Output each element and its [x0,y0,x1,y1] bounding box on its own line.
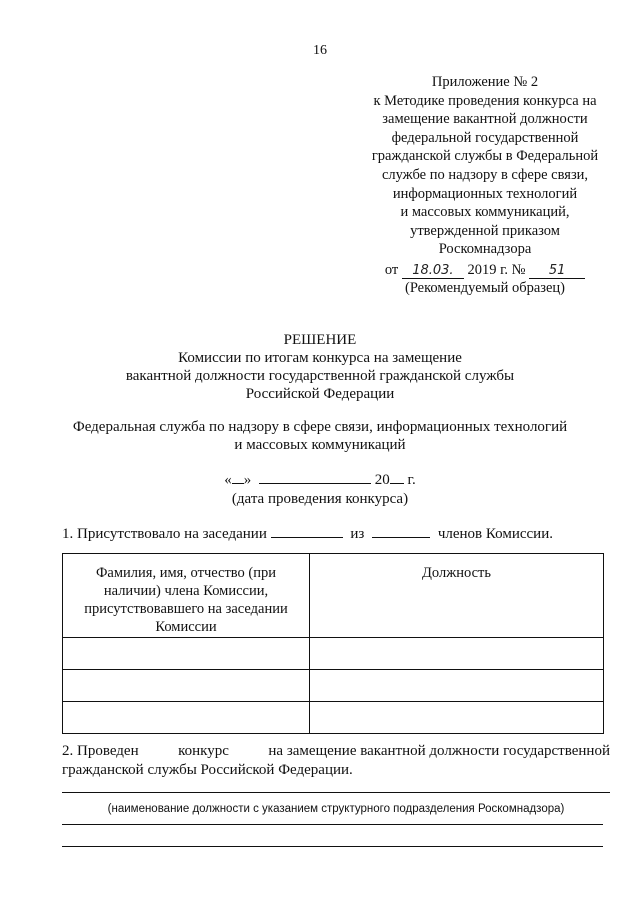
appendix-line: Роскомнадзора [438,241,532,258]
date-caption: (дата проведения конкурса) [231,491,409,507]
decision-subtitle-line: Российской Федерации [245,386,395,402]
item2-conducted [62,742,610,780]
decision-subtitle-line: Комиссии по итогам конкурса на замещение [178,350,462,366]
attendance-count-blank[interactable] [271,524,343,538]
order-number-handwritten: 51 [529,264,585,279]
appendix-line: и массовых коммуникаций, [400,204,570,221]
date-block [0,470,640,509]
appendix-line: к Методике проведения конкурса на [373,92,597,109]
appendix-line: Приложение № 2 [431,74,539,90]
agency-line: Федеральная служба по надзору в сфере связи, информационных технологий [72,419,568,435]
appendix-header [350,73,620,280]
open-quote: « [224,472,232,488]
position-caption: (наименование должности с указанием структурного подразделения Роскомнадзора) [107,803,565,815]
page-number: 16 [313,43,327,58]
item1-attendance [62,524,622,543]
sample-note: (Рекомендуемый образец) [404,280,566,296]
fill-line[interactable] [62,846,603,847]
appendix-line: гражданской службы в Федеральной [371,148,599,165]
table-header-row [63,554,604,638]
order-year: 2019 г. № [467,261,526,278]
position-name-line[interactable] [62,792,610,793]
year-prefix: 20 [374,472,390,488]
item1-text: 1. Присутствовало на заседании [62,526,267,542]
year-blank[interactable] [390,470,404,484]
table-row [63,638,604,670]
decision-subtitle-line: вакантной должности государственной гражданской службы [125,368,515,384]
table-cell[interactable] [63,638,310,670]
item2-line2: гражданской службы Российской Федерации. [62,762,353,778]
fill-line[interactable] [62,824,603,825]
order-prefix: от [384,261,399,278]
day-blank[interactable] [232,470,244,484]
appendix-line: утвержденной приказом [410,222,560,239]
item2-line1 [62,742,610,761]
year-suffix: г. [407,472,416,488]
col-header-fullname: Фамилия, имя, отчество (при наличии) члена Комиссии, присутствовавшего на заседании Комиссии [63,554,310,638]
col-header-position: Должность [310,554,604,638]
agency-line: и массовых коммуникаций [234,437,406,453]
decision-title: РЕШЕНИЕ [283,332,357,348]
appendix-line: федеральной государственной [391,129,579,146]
decision-title-block [0,331,640,403]
item1-text: членов Комиссии. [437,526,553,542]
appendix-line: замещение вакантной должности [382,111,588,128]
table-cell[interactable] [63,670,310,702]
appendix-line: информационных технологий [392,185,578,202]
date-fill-line [0,470,640,490]
table-cell[interactable] [310,702,604,734]
order-date-handwritten: 18.03. [402,264,464,279]
item2-word: конкурс [178,743,229,759]
order-reference [350,261,620,280]
table-row [63,702,604,734]
month-blank[interactable] [259,470,371,484]
agency-name [0,418,640,454]
members-table [62,553,604,734]
item2-word: 2. Проведен [62,743,139,759]
item2-word: на замещение вакантной должности государственной [268,743,610,759]
close-quote: » [243,472,252,488]
item1-text: из [350,526,365,542]
table-cell[interactable] [310,638,604,670]
table-row [63,670,604,702]
table-cell[interactable] [310,670,604,702]
total-count-blank[interactable] [372,524,430,538]
appendix-line: службе по надзору в сфере связи, [381,166,589,183]
table-cell[interactable] [63,702,310,734]
